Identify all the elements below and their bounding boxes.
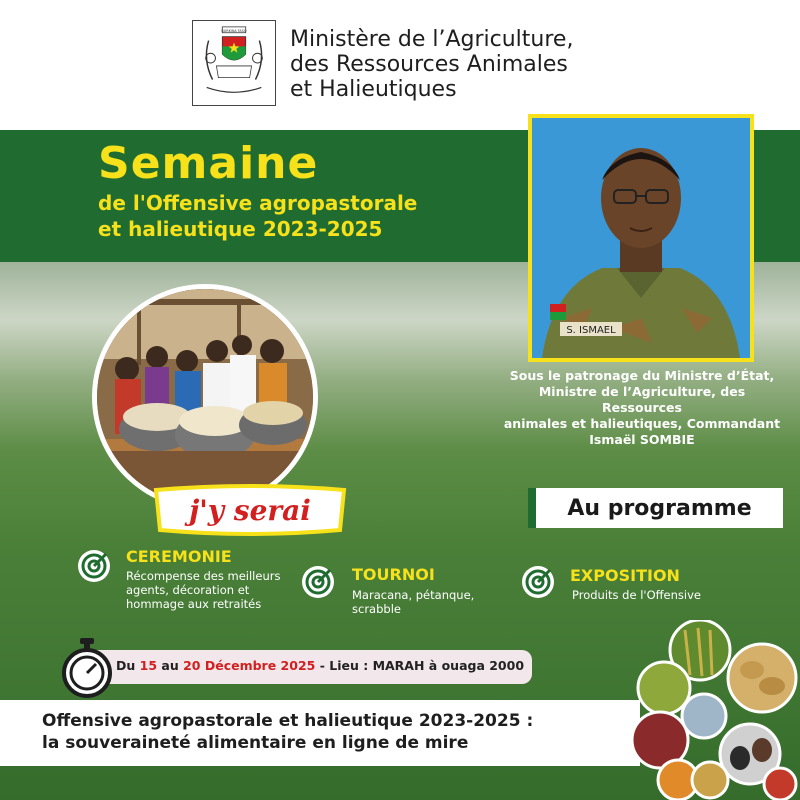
programme-heading: Au programme bbox=[528, 488, 783, 528]
crest-text: BURKINA FASO bbox=[221, 28, 247, 33]
programme-exposition-desc bbox=[572, 588, 701, 602]
programme-tournoi-title: TOURNOI bbox=[352, 565, 435, 584]
event-subtitle-line-2: et halieutique 2023-2025 bbox=[98, 217, 383, 241]
target-icon bbox=[76, 548, 112, 584]
jy-serai-badge bbox=[152, 484, 348, 536]
programme-tournoi-desc bbox=[352, 588, 474, 616]
footer-slogan bbox=[42, 710, 533, 754]
stopwatch-icon bbox=[58, 636, 116, 698]
name-tag: S. ISMAEL bbox=[566, 325, 616, 336]
programme-ceremonie-desc-1: Récompense des meilleurs bbox=[126, 569, 281, 583]
date-middle: au bbox=[157, 658, 184, 673]
agricultural-products-collage bbox=[630, 620, 800, 800]
coat-of-arms-logo bbox=[192, 20, 276, 106]
ministry-line-3: et Halieutiques bbox=[290, 77, 457, 102]
programme-ceremonie-desc-2: agents, décoration et bbox=[126, 583, 250, 597]
patronage-line-2: Ministre de l’Agriculture, des Ressources bbox=[538, 384, 746, 415]
ministry-line-2: des Ressources Animales bbox=[290, 52, 568, 77]
event-subtitle bbox=[98, 190, 417, 242]
patronage-line-1: Sous le patronage du Ministre d’État, bbox=[509, 368, 775, 383]
programme-ceremonie-desc bbox=[126, 569, 280, 611]
patronage-line-3: animales et halieutiques, Commandant bbox=[503, 416, 781, 431]
event-subtitle-line-1: de l'Offensive agropastorale bbox=[98, 191, 418, 215]
target-icon bbox=[300, 564, 336, 600]
programme-ceremonie-title: CEREMONIE bbox=[126, 547, 232, 566]
programme-exposition-desc-1: Produits de l'Offensive bbox=[572, 588, 701, 602]
programme-tournoi-desc-2: scrabble bbox=[352, 602, 401, 616]
patronage-line-4: Ismaël SOMBIE bbox=[589, 432, 695, 447]
date-start-day: 15 bbox=[139, 658, 158, 673]
event-photo-frame bbox=[92, 284, 318, 510]
programme-exposition-title: EXPOSITION bbox=[570, 566, 680, 585]
ministry-name bbox=[290, 27, 573, 102]
event-title: Semaine bbox=[98, 138, 319, 189]
minister-portrait bbox=[528, 114, 754, 362]
footer-line-1: Offensive agropastorale et halieutique 2023-2025 : bbox=[42, 711, 534, 731]
date-prefix: Du bbox=[116, 658, 140, 673]
programme-tournoi-desc-1: Maracana, pétanque, bbox=[352, 588, 475, 602]
ministry-line-1: Ministère de l’Agriculture, bbox=[290, 27, 574, 52]
date-end: 20 Décembre 2025 bbox=[183, 658, 316, 673]
event-photo bbox=[97, 289, 313, 505]
footer-line-2: la souveraineté alimentaire en ligne de mire bbox=[42, 733, 469, 753]
date-location: - Lieu : MARAH à ouaga 2000 bbox=[315, 658, 525, 673]
target-icon bbox=[520, 564, 556, 600]
programme-ceremonie-desc-3: hommage aux retraités bbox=[126, 597, 262, 611]
patronage-text bbox=[498, 368, 786, 448]
jy-serai-label: j'y serai bbox=[189, 493, 311, 527]
date-location-text bbox=[116, 658, 524, 673]
